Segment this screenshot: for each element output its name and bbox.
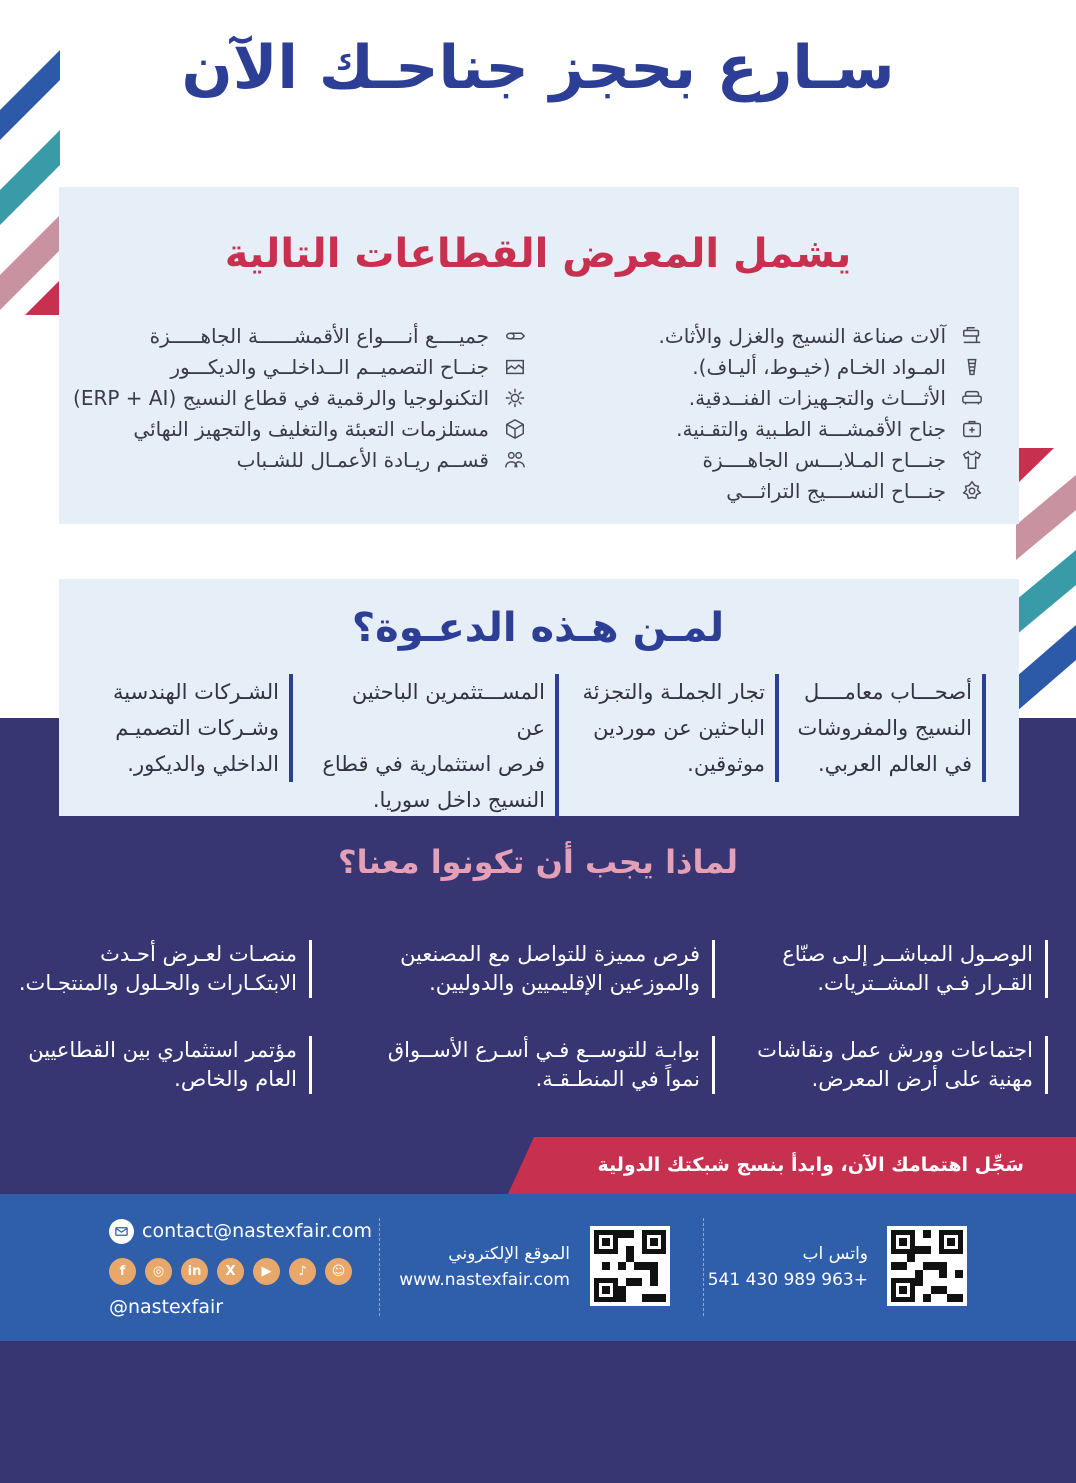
website-contact: [399, 1241, 570, 1293]
sofa-icon: [960, 386, 984, 410]
sector-item: [564, 382, 984, 413]
sector-item: [564, 320, 984, 351]
why-item: بوابـة للتوســع فـي أسـرع الأســواق نمواً في المنطـقـة.: [370, 1036, 715, 1094]
navy-background: [0, 718, 1076, 1483]
invite-item: تجار الجملـة والتجزئة الباحثين عن موردين موثوقين.: [575, 674, 779, 782]
sector-label: قســم ريـادة الأعمـال للشـباب: [236, 447, 489, 472]
email-address[interactable]: contact@nastexfair.com: [142, 1220, 373, 1242]
sector-label: التكنولوجيا والرقمية في قطاع النسيج (ERP + AI): [73, 385, 489, 410]
sector-item: [564, 351, 984, 382]
gear-tech-icon: [503, 386, 527, 410]
yarn-spool-icon: [960, 355, 984, 379]
invite-item: أصحـــاب معامــــل النسيج والمفروشات في العالم العربي.: [782, 674, 986, 782]
email-row: [109, 1218, 372, 1244]
snapchat-icon[interactable]: ☺: [325, 1258, 352, 1285]
sector-item: [87, 444, 527, 475]
sector-label: جنـــاح المـلابـــس الجاهــــزة: [702, 447, 946, 472]
instagram-icon[interactable]: ◎: [145, 1258, 172, 1285]
why-item: الوصـول المباشــر إلـى صنّاع القـرار فـي المشــتريات.: [775, 940, 1048, 998]
sector-label: المـواد الخـام (خيـوط، أليـاف).: [692, 354, 946, 379]
tshirt-icon: [960, 448, 984, 472]
sector-item: [87, 413, 527, 444]
why-item: اجتماعات وورش عمل ونقاشات مهنية على أرض المعرض.: [738, 1036, 1048, 1094]
social-links: [109, 1258, 352, 1285]
sector-item: [87, 351, 527, 382]
whatsapp-number[interactable]: +963 989 430 541: [707, 1270, 868, 1290]
sector-item: [564, 475, 984, 506]
sector-label: الأثـــاث والتجـهيزات الفنــدقية.: [688, 385, 946, 410]
why-item: فرص مميزة للتواصل مع المصنعين والموزعين الإقليميين والدوليين.: [370, 940, 715, 998]
sector-label: مستلزمات التعبئة والتغليف والتجهيز النهائي: [133, 416, 489, 441]
sector-label: جنــاح التصميــم الــداخلــي والديكـــور: [170, 354, 489, 379]
sector-item: [564, 444, 984, 475]
linkedin-icon[interactable]: in: [181, 1258, 208, 1285]
interior-design-icon: [503, 355, 527, 379]
website-qr-code[interactable]: [590, 1226, 670, 1306]
cta-text[interactable]: سَجِّل اهتمامك الآن، وابدأ بنسج شبكتك الدولية: [597, 1154, 1024, 1176]
facebook-icon[interactable]: f: [109, 1258, 136, 1285]
sector-label: جنـــاح النســــيج التراثـــي: [726, 478, 946, 503]
sectors-title: يشمل المعرض القطاعات التالية: [224, 231, 852, 277]
why-item: مؤتمر استثماري بين القطاعيين العام والخاص.: [7, 1036, 312, 1094]
whatsapp-qr-code[interactable]: [887, 1226, 967, 1306]
right-stripes-decoration: [1016, 440, 1076, 720]
tiktok-icon[interactable]: ♪: [289, 1258, 316, 1285]
sewing-machine-icon: [960, 324, 984, 348]
footer-divider: [379, 1218, 380, 1316]
sector-label: آلات صناعة النسيج والغزل والأثاث.: [658, 323, 946, 348]
package-icon: [503, 417, 527, 441]
sector-item: [87, 320, 527, 351]
sector-label: جميــــع أنــــواع الأقمشــــــة الجاهـــــزة: [149, 323, 489, 348]
why-item: منصـات لعـرض أحـدث الابتكـارات والحـلول والمنتجـات.: [7, 940, 312, 998]
footer-divider: [703, 1218, 704, 1316]
sector-label: جناح الأقمشـــة الطـبية والتقـنية.: [676, 416, 946, 441]
invite-item: الشـركات الهندسية وشـركات التصميـم الداخلي والديكور.: [94, 674, 293, 782]
whatsapp-contact: [708, 1241, 868, 1293]
fabric-roll-icon: [503, 324, 527, 348]
why-title: لماذا يجب أن تكونوا معنا؟: [338, 843, 738, 881]
youtube-icon[interactable]: ▶: [253, 1258, 280, 1285]
sector-item: [73, 382, 527, 413]
sector-item: [564, 413, 984, 444]
social-handle[interactable]: @nastexfair: [109, 1296, 224, 1318]
whatsapp-label: واتس اب: [802, 1244, 868, 1264]
heritage-pattern-icon: [960, 479, 984, 503]
website-label: الموقع الإلكتروني: [448, 1244, 570, 1264]
invite-item: المســـتثمرين الباحثين عن فرص استثمارية في قطاع النسيج داخل سوريا.: [317, 674, 559, 818]
website-url[interactable]: www.nastexfair.com: [399, 1270, 570, 1290]
sectors-right-column: [564, 320, 984, 506]
page-title: سـارع بحجز جناحـك الآن: [181, 33, 895, 103]
entrepreneurs-icon: [503, 448, 527, 472]
medical-textile-icon: [960, 417, 984, 441]
sectors-left-column: [73, 320, 527, 475]
email-icon: [109, 1219, 134, 1244]
invite-title: لمـن هـذه الدعـوة؟: [351, 605, 725, 651]
x-icon[interactable]: X: [217, 1258, 244, 1285]
